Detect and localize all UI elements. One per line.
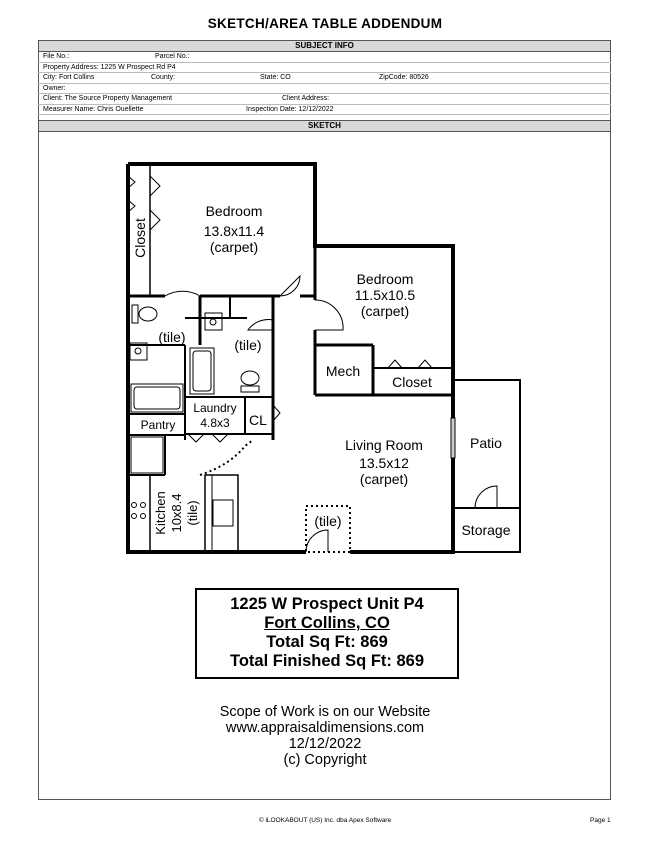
living-room-floor: (carpet) — [359, 471, 409, 487]
living-room-label: Living Room — [345, 437, 423, 453]
state: State: CO — [260, 74, 291, 81]
page-title: SKETCH/AREA TABLE ADDENDUM — [207, 16, 443, 31]
storage-label: Storage — [461, 522, 511, 538]
bath2-floor: (tile) — [234, 337, 262, 353]
scope-line-4: (c) Copyright — [283, 752, 367, 768]
scope-line-1: Scope of Work is on our Website — [219, 704, 431, 720]
subject-info-header: SUBJECT INFO — [38, 40, 611, 52]
bedroom1-floor: (carpet) — [209, 239, 259, 255]
client: Client: The Source Property Management — [43, 95, 173, 102]
owner: Owner: — [43, 84, 66, 92]
pantry-label: Pantry — [140, 418, 176, 432]
bedroom1-label: Bedroom — [205, 203, 263, 219]
property-address: Property Address: 1225 W Prospect Rd P4 — [43, 63, 176, 71]
patio-label: Patio — [470, 435, 502, 451]
kitchen-size: 10x8.4 — [169, 493, 184, 533]
cl-label: CL — [249, 412, 267, 428]
mech-label: Mech — [325, 363, 361, 379]
kitchen-label: Kitchen — [153, 491, 168, 535]
bedroom2-label: Bedroom — [356, 271, 414, 287]
sketch-header: SKETCH — [38, 120, 611, 132]
bedroom1-size: 13.8x11.4 — [203, 223, 265, 239]
page-number: Page 1 — [590, 817, 611, 824]
county: County: — [151, 74, 176, 81]
summary-address: 1225 W Prospect Unit P4 — [230, 595, 424, 613]
summary-finished-sqft: Total Finished Sq Ft: 869 — [229, 652, 425, 670]
measurer: Measurer Name: Chris Ouellette — [43, 105, 144, 113]
living-room-size: 13.5x12 — [359, 455, 409, 471]
kitchen-floor: (tile) — [185, 500, 200, 526]
city: City: Fort Collins — [43, 74, 95, 81]
laundry-label: Laundry — [193, 401, 237, 415]
laundry-size: 4.8x3 — [200, 416, 230, 430]
closet1-label: Closet — [132, 218, 148, 258]
scope-line-2: www.appraisaldimensions.com — [225, 720, 425, 736]
closet2-label: Closet — [392, 374, 432, 390]
zipcode: ZipCode: 80526 — [379, 74, 429, 81]
client-address: Client Address: — [282, 95, 330, 102]
scope-line-3: 12/12/2022 — [288, 736, 362, 752]
file-no: File No.: — [43, 53, 70, 60]
parcel-no: Parcel No.: — [155, 53, 190, 60]
summary-city: Fort Collins, CO — [264, 614, 390, 632]
bedroom2-size: 11.5x10.5 — [354, 287, 416, 303]
entry-floor: (tile) — [314, 513, 342, 529]
inspection-date: Inspection Date: 12/12/2022 — [246, 105, 334, 113]
summary-total-sqft: Total Sq Ft: 869 — [266, 633, 388, 651]
bedroom2-floor: (carpet) — [360, 303, 410, 319]
bath1-floor: (tile) — [158, 329, 186, 345]
summary-box — [195, 588, 459, 679]
footer-credit: © iLOOKABOUT (US) Inc. dba Apex Software — [258, 817, 392, 824]
